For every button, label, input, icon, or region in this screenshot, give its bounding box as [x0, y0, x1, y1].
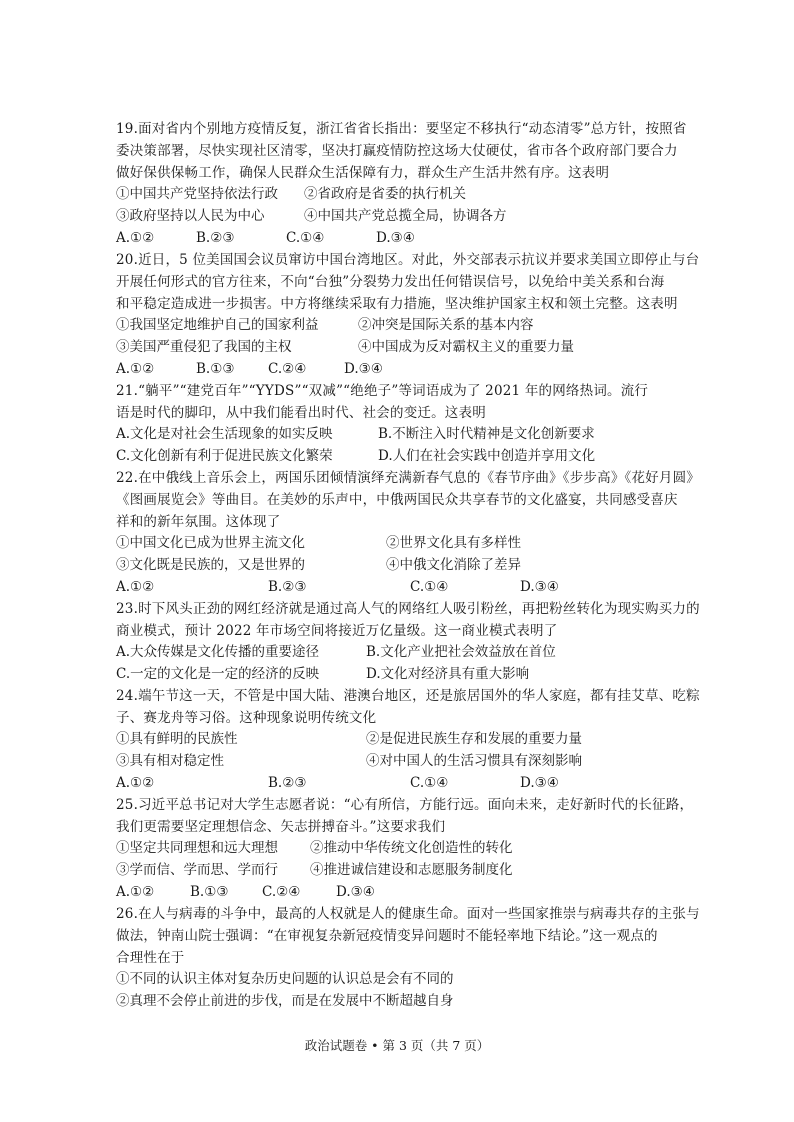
- q19-choice-b: B.②③: [196, 230, 235, 246]
- q24-statement-3: ③具有相对稳定性: [116, 753, 224, 769]
- q20-statement-2: ②冲突是国际关系的基本内容: [358, 317, 534, 333]
- q19-line-3: 做好保供保畅工作，确保人民群众生活保障有力，群众生产生活井然有序。这表明: [116, 165, 610, 181]
- q25-statement-2: ②推动中华传统文化创造性的转化: [310, 840, 513, 856]
- q22-choice-b: B.②③: [268, 579, 307, 595]
- q26-line-1: 26.在人与病毒的斗争中，最高的人权就是人的健康生命。面对一些国家推崇与病毒共存的主张与: [116, 906, 700, 922]
- q21-line-2: 语是时代的脚印，从中我们能看出时代、社会的变迁。这表明: [116, 405, 486, 421]
- q20-choice-a: A.①②: [116, 361, 155, 377]
- q19-statement-4: ④中国共产党总揽全局，协调各方: [304, 208, 507, 224]
- q24-line-2: 子、赛龙舟等习俗。这种现象说明传统文化: [116, 710, 377, 726]
- q19-statement-2: ②省政府是省委的执行机关: [304, 186, 466, 202]
- q22-statement-4: ④中俄文化消除了差异: [386, 557, 521, 573]
- q20-statement-1: ①我国坚定地维护自己的国家利益: [116, 317, 319, 333]
- q26-line-3: 合理性在于: [116, 950, 185, 966]
- q26-line-2: 做法，钟南山院士强调：“在审视复杂新冠疫情变异问题时不能轻率地下结论。”这一观点的: [116, 928, 658, 944]
- q21-option-b: B.不断注入时代精神是文化创新要求: [378, 426, 595, 442]
- q25-choice-d: D.③④: [336, 884, 375, 900]
- q26-statement-1: ①不同的认识主体对复杂历史问题的认识总是会有不同的: [116, 971, 454, 987]
- q24-choice-c: C.①④: [410, 775, 449, 791]
- q25-statement-3: ③学而信、学而思、学而行: [116, 862, 278, 878]
- q20-statement-4: ④中国成为反对霸权主义的重要力量: [358, 339, 574, 355]
- q24-line-1: 24.端午节这一天，不管是中国大陆、港澳台地区，还是旅居国外的华人家庭，都有挂艾草、吃粽: [116, 688, 700, 704]
- q22-statement-1: ①中国文化已成为世界主流文化: [116, 535, 305, 551]
- q22-choice-a: A.①②: [116, 579, 155, 595]
- q19-choice-c: C.①④: [286, 230, 325, 246]
- q25-statement-1: ①坚定共同理想和远大理想: [116, 840, 278, 856]
- q23-option-d: D.文化对经济具有重大影响: [366, 666, 530, 682]
- q22-choice-c: C.①④: [410, 579, 449, 595]
- q24-choice-d: D.③④: [520, 775, 559, 791]
- q26-statement-2: ②真理不会停止前进的步伐，而是在发展中不断超越自身: [116, 993, 454, 1009]
- q22-statement-2: ②世界文化具有多样性: [386, 535, 521, 551]
- q22-line-2: 《图画展览会》等曲目。在美妙的乐声中，中俄两国民众共享春节的文化盛宴，共同感受喜庆: [116, 492, 678, 508]
- q19-line-2: 委决策部署，尽快实现社区清零，坚决打赢疫情防控这场大仗硬仗，省市各个政府部门要合力: [116, 143, 678, 159]
- q22-line-3: 祥和的新年氛围。这体现了: [116, 514, 281, 530]
- q19-line-1: 19.面对省内个别地方疫情反复，浙江省省长指出：要坚定不移执行“动态清零”总方针，按照省: [116, 121, 687, 137]
- q20-line-1: 20.近日，5 位美国国会议员窜访中国台湾地区。对此，外交部表示抗议并要求美国立即停止与台: [116, 252, 700, 268]
- q25-choice-b: B.①③: [190, 884, 229, 900]
- q19-statement-3: ③政府坚持以人民为中心: [116, 208, 265, 224]
- page-footer: 政治试题卷 • 第 3 页（共 7 页）: [304, 1038, 490, 1053]
- q22-line-1: 22.在中俄线上音乐会上，两国乐团倾情演绎充满新春气息的《春节序曲》《步步高》《花好月圆》: [116, 470, 700, 486]
- q20-choice-b: B.①③: [196, 361, 235, 377]
- q20-statement-3: ③美国严重侵犯了我国的主权: [116, 339, 292, 355]
- q23-option-a: A.大众传媒是文化传播的重要途径: [116, 644, 320, 660]
- q25-line-1: 25.习近平总书记对大学生志愿者说：“心有所信，方能行远。面向未来，走好新时代的长征路，: [116, 797, 694, 813]
- q25-statement-4: ④推进诚信建设和志愿服务制度化: [310, 862, 513, 878]
- q25-line-2: 我们更需要坚定理想信念、矢志拼搏奋斗。”这要求我们: [116, 819, 446, 835]
- q20-line-3: 和平稳定造成进一步损害。中方将继续采取有力措施，坚决维护国家主权和领土完整。这表明: [116, 296, 678, 312]
- q24-statement-4: ④对中国人的生活习惯具有深刻影响: [366, 753, 582, 769]
- q23-option-c: C.一定的文化是一定的经济的反映: [116, 666, 320, 682]
- q24-choice-a: A.①②: [116, 775, 155, 791]
- q23-line-1: 23.时下风头正劲的网红经济就是通过高人气的网络红人吸引粉丝，再把粉丝转化为现实购买力的: [116, 601, 700, 617]
- q24-choice-b: B.②③: [268, 775, 307, 791]
- q25-choice-a: A.①②: [116, 884, 155, 900]
- q19-choice-d: D.③④: [376, 230, 415, 246]
- q21-option-c: C.文化创新有利于促进民族文化繁荣: [116, 448, 333, 464]
- q25-choice-c: C.②④: [262, 884, 301, 900]
- q24-statement-2: ②是促进民族生存和发展的重要力量: [366, 731, 582, 747]
- q23-option-b: B.文化产业把社会效益放在首位: [366, 644, 556, 660]
- q24-statement-1: ①具有鲜明的民族性: [116, 731, 238, 747]
- q20-line-2: 开展任何形式的官方往来，不向“台独”分裂势力发出任何错误信号，以免给中美关系和台海: [116, 274, 665, 290]
- q20-choice-c: C.②④: [268, 361, 307, 377]
- q23-line-2: 商业模式，预计 2022 年市场空间将接近万亿量级。这一商业模式表明了: [116, 623, 558, 639]
- q20-choice-d: D.③④: [344, 361, 383, 377]
- q22-statement-3: ③文化既是民族的，又是世界的: [116, 557, 305, 573]
- q19-choice-a: A.①②: [116, 230, 155, 246]
- q21-option-d: D.人们在社会实践中创造并享用文化: [378, 448, 596, 464]
- q19-statement-1: ①中国共产党坚持依法行政: [116, 186, 278, 202]
- q22-choice-d: D.③④: [520, 579, 559, 595]
- q21-line-1: 21.“躺平”“建党百年”“YYDS”“双减”“绝绝子”等词语成为了 2021 年的网络热词。流行: [116, 383, 649, 399]
- q21-option-a: A.文化是对社会生活现象的如实反映: [116, 426, 333, 442]
